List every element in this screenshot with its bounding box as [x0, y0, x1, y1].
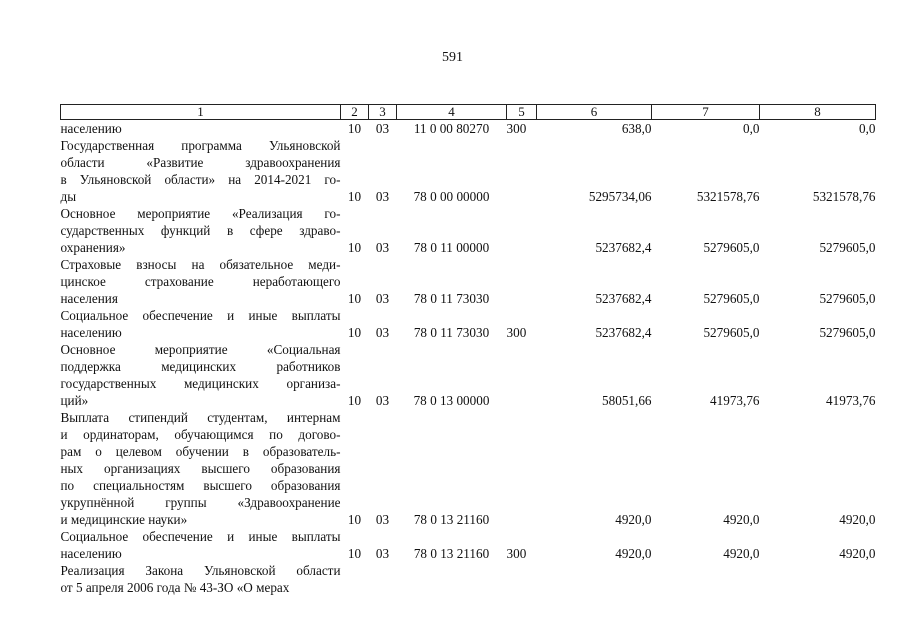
row-name-line: Реализация Закона Ульяновской области [60, 563, 341, 578]
row-name-line: от 5 апреля 2006 года № 43-ЗО «О мерах [60, 580, 290, 595]
cell-pr: 03 [375, 546, 390, 561]
row-name-line: цинское страхование неработающего [60, 274, 341, 289]
cell-v7: 4920,0 [723, 512, 760, 527]
row-name-line: Выплата стипендий студентам, интернам [60, 410, 341, 425]
cell-v6: 638,0 [621, 121, 652, 136]
row-name-line: Социальное обеспечение и иные выплаты [60, 308, 341, 323]
table-row [61, 137, 876, 205]
cell-rz: 10 [347, 393, 362, 408]
cell-vr: 300 [506, 325, 527, 340]
row-name-line: сударственных функций в сфере здраво- [60, 223, 341, 238]
cell-v7: 41973,76 [710, 393, 760, 408]
cell-pr: 03 [375, 325, 390, 340]
table-row [61, 120, 876, 138]
row-name-line: населения [60, 291, 118, 306]
cell-v8: 0,0 [859, 121, 876, 136]
table-row [61, 256, 876, 307]
row-name [61, 205, 341, 256]
row-name [61, 562, 341, 596]
cell-v6 [537, 562, 652, 596]
row-name-line: населению [60, 546, 122, 561]
cell-v8: 5279605,0 [819, 240, 876, 255]
row-name-line: Государственная программа Ульяновской [60, 138, 341, 153]
row-name-line: и ординаторам, обучающимся по догово- [60, 427, 341, 442]
row-name-line: Социальное обеспечение и иные выплаты [60, 529, 341, 544]
cell-csr: 78 0 13 21160 [413, 512, 490, 527]
row-name-line: в Ульяновской области» на 2014-2021 го- [60, 172, 341, 187]
cell-pr: 03 [375, 189, 390, 204]
cell-vr [507, 409, 537, 528]
cell-v6: 4920,0 [615, 512, 652, 527]
row-name-line: ных организациях высшего образования [60, 461, 341, 476]
cell-v7: 0,0 [743, 121, 760, 136]
row-name-line: Основное мероприятие «Социальная [60, 342, 341, 357]
cell-v6: 5237682,4 [595, 325, 652, 340]
cell-v7: 5279605,0 [703, 240, 760, 255]
row-name-line: области «Развитие здравоохранения [60, 155, 341, 170]
cell-v6: 58051,66 [602, 393, 652, 408]
column-header-7: 7 [652, 105, 760, 120]
row-name-line: государственных медицинских организа- [60, 376, 341, 391]
cell-rz: 10 [347, 121, 362, 136]
row-name-line: населению [60, 325, 122, 340]
table-row [61, 307, 876, 341]
cell-csr: 78 0 00 00000 [413, 189, 490, 204]
row-name [61, 528, 341, 562]
cell-csr: 78 0 11 73030 [413, 325, 490, 340]
column-header-2: 2 [341, 105, 369, 120]
cell-v6: 4920,0 [615, 546, 652, 561]
row-name-line: по специальностям высшего образования [60, 478, 341, 493]
cell-pr: 03 [375, 121, 390, 136]
column-header-5: 5 [507, 105, 537, 120]
row-name-line: ды [60, 189, 77, 204]
cell-vr [507, 341, 537, 409]
cell-v8: 4920,0 [839, 546, 876, 561]
row-name-line: Страховые взносы на обязательное меди- [60, 257, 341, 272]
cell-pr: 03 [375, 512, 390, 527]
row-name [61, 256, 341, 307]
column-header-1: 1 [61, 105, 341, 120]
cell-pr [369, 562, 397, 596]
table-row [61, 562, 876, 596]
cell-csr: 78 0 13 21160 [413, 546, 490, 561]
column-header-8: 8 [760, 105, 876, 120]
row-name [61, 137, 341, 205]
cell-vr [507, 562, 537, 596]
cell-v8 [760, 562, 876, 596]
cell-vr: 300 [506, 121, 527, 136]
cell-csr: 78 0 13 00000 [413, 393, 490, 408]
cell-v6: 5237682,4 [595, 240, 652, 255]
column-header-row [61, 105, 876, 120]
row-name-line: рам о целевом обучении в образователь- [60, 444, 341, 459]
cell-csr: 11 0 00 80270 [413, 121, 490, 136]
cell-vr [507, 205, 537, 256]
cell-v7 [652, 562, 760, 596]
row-name-line: поддержка медицинских работников [60, 359, 341, 374]
cell-v7: 4920,0 [723, 546, 760, 561]
table-body [61, 120, 876, 597]
cell-v8: 41973,76 [826, 393, 876, 408]
row-name-line: ций» [60, 393, 89, 408]
cell-rz: 10 [347, 189, 362, 204]
table-row [61, 341, 876, 409]
cell-v8: 5321578,76 [812, 189, 876, 204]
row-name [61, 409, 341, 528]
table-row [61, 528, 876, 562]
row-name-line: укрупнённой группы «Здравоохранение [60, 495, 341, 510]
cell-vr [507, 256, 537, 307]
column-header-4: 4 [397, 105, 507, 120]
column-header-6: 6 [537, 105, 652, 120]
row-name-line: Основное мероприятие «Реализация го- [60, 206, 341, 221]
row-name [61, 307, 341, 341]
column-header-3: 3 [369, 105, 397, 120]
cell-v6: 5295734,06 [588, 189, 652, 204]
cell-v8: 5279605,0 [819, 325, 876, 340]
cell-pr: 03 [375, 240, 390, 255]
cell-v7: 5321578,76 [696, 189, 760, 204]
row-name [61, 341, 341, 409]
cell-csr: 78 0 11 00000 [413, 240, 490, 255]
cell-v7: 5279605,0 [703, 291, 760, 306]
budget-table [60, 104, 876, 596]
cell-v7: 5279605,0 [703, 325, 760, 340]
page-number: 591 [442, 50, 463, 65]
row-name [61, 120, 341, 138]
cell-pr: 03 [375, 393, 390, 408]
cell-rz: 10 [347, 325, 362, 340]
cell-v6: 5237682,4 [595, 291, 652, 306]
cell-rz: 10 [347, 546, 362, 561]
row-name-line: охранения» [60, 240, 126, 255]
row-name-line: и медицинские науки» [60, 512, 188, 527]
cell-csr: 78 0 11 73030 [413, 291, 490, 306]
row-name-line: населению [60, 121, 122, 136]
cell-rz: 10 [347, 291, 362, 306]
cell-v8: 4920,0 [839, 512, 876, 527]
cell-rz [341, 562, 369, 596]
cell-v8: 5279605,0 [819, 291, 876, 306]
cell-rz: 10 [347, 240, 362, 255]
table-row [61, 205, 876, 256]
cell-pr: 03 [375, 291, 390, 306]
cell-vr: 300 [506, 546, 527, 561]
cell-csr [397, 562, 507, 596]
cell-vr [507, 137, 537, 205]
cell-rz: 10 [347, 512, 362, 527]
table-row [61, 409, 876, 528]
